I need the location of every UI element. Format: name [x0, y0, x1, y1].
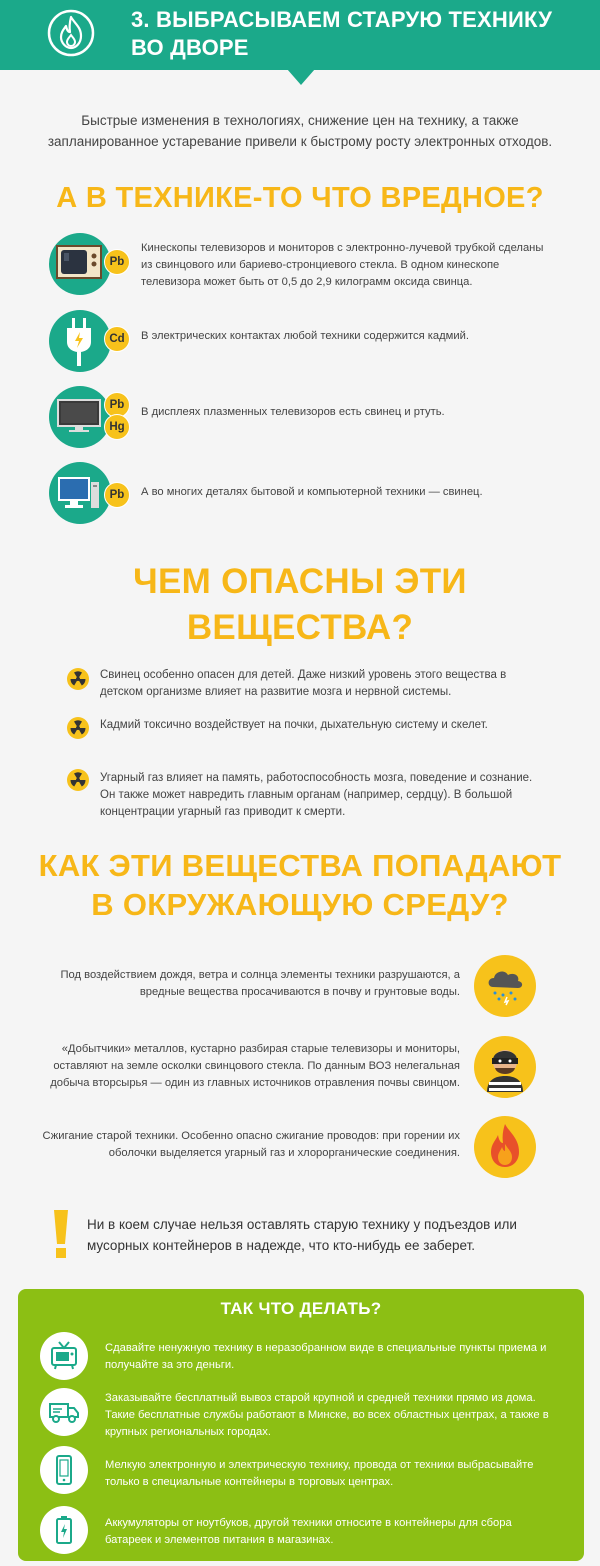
environment-item-text: «Добытчики» металлов, кустарно разбирая старые телевизоры и мониторы, оставляют на земле осколки свинцового стекла. По данным ВОЗ нелегальная добыча вторсырья — один из главных источников отравления почвы свинцом. — [50, 1043, 460, 1089]
danger-item-text: Свинец особенно опасен для детей. Даже низкий уровень этого вещества в детском организме влияет на развитие мозга и нервной системы. — [100, 669, 507, 698]
danger-title-line1: ЧЕМ ОПАСНЫ ЭТИ — [133, 562, 467, 601]
todo-title: ТАК ЧТО ДЕЛАТЬ? — [220, 1299, 382, 1318]
environment-item-text: Под воздействием дождя, ветра и солнца элементы техники разрушаются, а вредные вещества просачиваются в почву и грунтовые воды. — [60, 969, 460, 998]
rain-cloud-icon — [483, 963, 527, 1007]
crt-tv-icon — [56, 245, 102, 281]
harmful-item-text: Кинескопы телевизоров и мониторов с электронно-лучевой трубкой сделаны из свинцового или бариево-стронциевого стекла. В одном кинескопе телевизора может быть от 0,5 до 2,9 килограмм оксида свинца. — [141, 242, 544, 288]
environment-title-line1: КАК ЭТИ ВЕЩЕСТВА ПОПАДАЮТ — [38, 848, 562, 883]
harmful-item-text: А во многих деталях бытовой и компьютерной техники — свинец. — [141, 486, 483, 498]
lead-badge: Pb — [104, 482, 130, 508]
lead-badge: Pb — [104, 249, 130, 275]
environment-item-text: Сжигание старой техники. Особенно опасно сжигание проводов: при горении их оболочки выделяется угарный газ и хлорорганические соединения. — [42, 1130, 460, 1159]
header-arrow — [287, 69, 315, 85]
harmful-item-text: В дисплеях плазменных телевизоров есть свинец и ртуть. — [141, 406, 445, 418]
warning-text: Ни в коем случае нельзя оставлять старую технику у подъездов или мусорных контейнеров в надежде, что кто-нибудь ее заберет. — [87, 1217, 517, 1253]
mercury-badge: Hg — [104, 414, 130, 440]
cadmium-badge: Cd — [104, 326, 130, 352]
phone-icon — [55, 1454, 73, 1486]
todo-item-text: Заказывайте бесплатный вывоз старой крупной и средней техники прямо из дома. Такие бесплатные службы работают в Минске, во всех областных центрах, а также в крупных региональных городах. — [105, 1392, 549, 1438]
danger-item-text: Угарный газ влияет на память, работоспособность мозга, поведение и сознание. Он также может навредить главным органам (например, сердцу). В большой концентрации угарный газ приводит к смерти. — [100, 772, 533, 818]
harmful-item-text: В электрических контактах любой техники содержится кадмий. — [141, 330, 469, 342]
danger-item-text: Кадмий токсично воздействует на почки, дыхательную систему и скелет. — [100, 719, 488, 731]
robber-icon — [483, 1042, 527, 1092]
lead-badge: Pb — [104, 392, 130, 418]
radiation-icon — [67, 668, 89, 690]
page-title: 3. ВЫБРАСЫВАЕМ СТАРУЮ ТЕХНИКУ ВО ДВОРЕ — [131, 7, 553, 60]
plasma-tv-icon — [57, 399, 101, 433]
todo-item-text: Мелкую электронную и электрическую технику, провода от техники выбрасывайте только в специальные контейнеры в торговых центрах. — [105, 1459, 534, 1488]
radiation-icon — [67, 769, 89, 791]
harmful-title: А В ТЕХНИКЕ-ТО ЧТО ВРЕДНОЕ? — [56, 182, 544, 214]
danger-title-line2: ВЕЩЕСТВА? — [186, 608, 414, 647]
plug-icon — [62, 314, 96, 368]
todo-item-text: Сдавайте ненужную технику в неразобранном виде в специальные пункты приема и получайте за это деньги. — [105, 1342, 547, 1371]
computer-icon — [57, 476, 101, 510]
battery-icon — [55, 1515, 73, 1545]
fire-icon — [487, 1122, 523, 1170]
flame-icon — [46, 8, 96, 58]
todo-item-text: Аккумуляторы от ноутбуков, другой техники относите в контейнеры для сбора батареек и элементов питания в магазинах. — [105, 1517, 512, 1546]
truck-icon — [48, 1400, 80, 1424]
exclamation-icon — [52, 1210, 70, 1258]
environment-title-line2: В ОКРУЖАЮЩУЮ СРЕДУ? — [91, 887, 509, 922]
intro-text: Быстрые изменения в технологиях, снижение цен на технику, а также запланированное устаревание привели к быстрому росту электронных отходов. — [47, 113, 553, 149]
radiation-icon — [67, 717, 89, 739]
tv-icon — [50, 1340, 78, 1370]
